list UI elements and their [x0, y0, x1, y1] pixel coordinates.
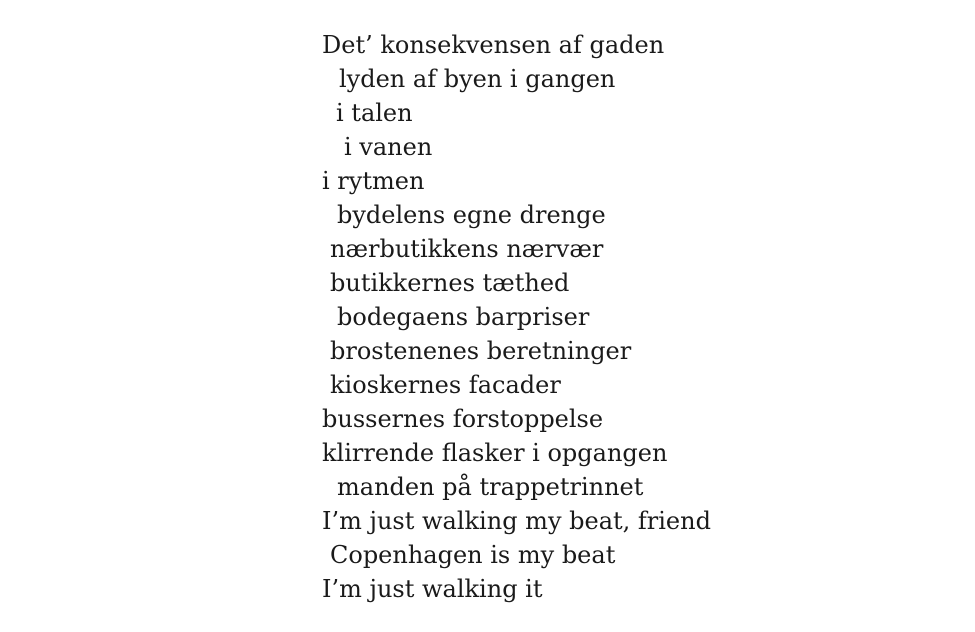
poem-line: butikkernes tæthed [330, 269, 570, 297]
poem-line: brostenenes beretninger [330, 337, 632, 365]
poem-line: Det’ konsekvensen af gaden [322, 31, 665, 59]
poem-line: klirrende flasker i opgangen [322, 439, 668, 467]
poem-line: nærbutikkens nærvær [330, 235, 604, 263]
poem-line: i vanen [344, 133, 433, 161]
poem-line: I’m just walking it [322, 575, 543, 603]
poem-line: manden på trappetrinnet [337, 473, 644, 501]
poem-line: bussernes forstoppelse [322, 405, 604, 433]
poem-line: bydelens egne drenge [337, 201, 606, 229]
poem-line: bodegaens barpriser [337, 303, 590, 331]
poem-line: I’m just walking my beat, friend [322, 507, 711, 535]
poem-line: lyden af byen i gangen [339, 65, 616, 93]
poem-line: Copenhagen is my beat [330, 541, 616, 569]
poem-line: kioskernes facader [330, 371, 561, 399]
poem-line: i rytmen [322, 167, 425, 195]
poem-line: i talen [336, 99, 413, 127]
